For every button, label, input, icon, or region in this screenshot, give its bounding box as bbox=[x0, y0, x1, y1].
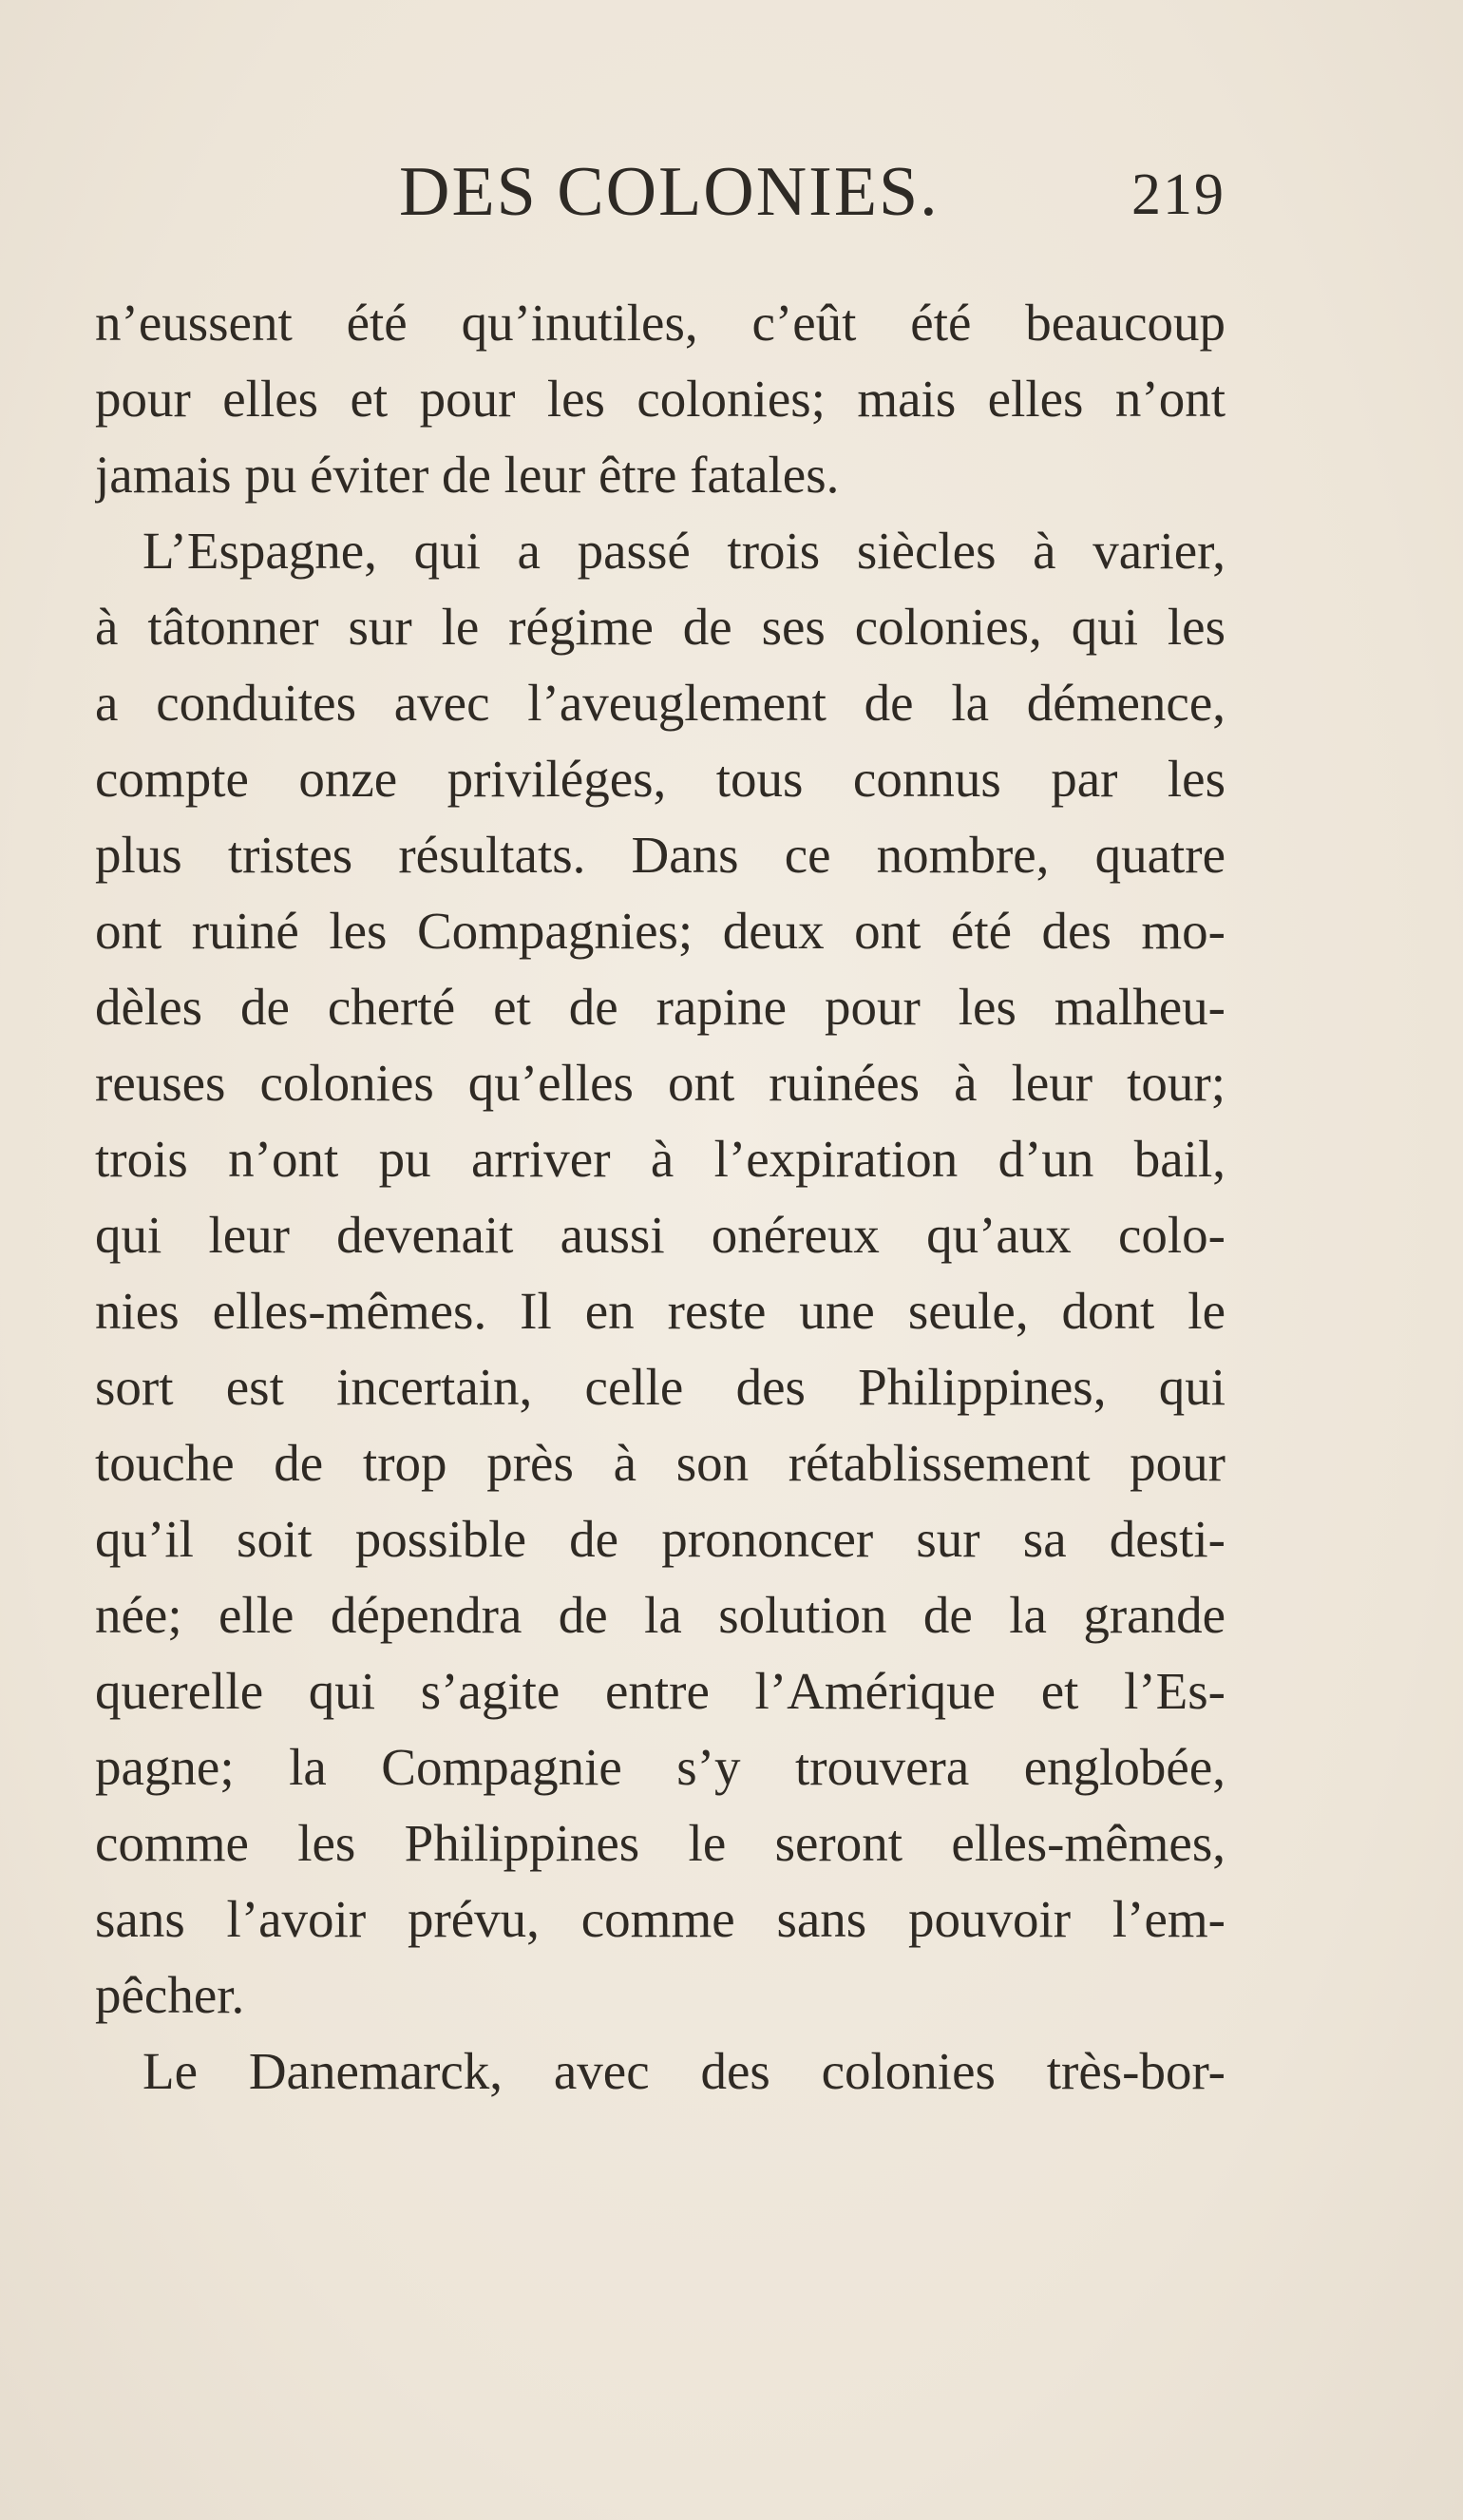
text-line: nies elles-mêmes. Il en reste une seule, dont le bbox=[95, 1282, 1226, 1340]
text-line: ont ruiné les Compagnies; deux ont été des mo- bbox=[95, 902, 1226, 960]
text-line: querelle qui s’agite entre l’Amérique et l’Es- bbox=[95, 1662, 1226, 1720]
running-head: DES COLONIES. bbox=[399, 153, 940, 231]
text-line: qui leur devenait aussi onéreux qu’aux colo- bbox=[95, 1206, 1226, 1264]
text-line: reuses colonies qu’elles ont ruinées à leur tour; bbox=[95, 1054, 1226, 1112]
text-line: pour elles et pour les colonies; mais elles n’ont bbox=[95, 370, 1226, 428]
text-line: trois n’ont pu arriver à l’expiration d’un bail, bbox=[95, 1130, 1226, 1188]
page-header bbox=[95, 152, 1226, 238]
text-line: sort est incertain, celle des Philippines, qui bbox=[95, 1358, 1226, 1416]
text-line: qu’il soit possible de prononcer sur sa desti- bbox=[95, 1510, 1226, 1568]
text-line: pêcher. bbox=[95, 1966, 245, 2024]
text-line: compte onze priviléges, tous connus par les bbox=[95, 750, 1226, 808]
text-line: dèles de cherté et de rapine pour les malheu- bbox=[95, 978, 1226, 1036]
text-line: née; elle dépendra de la solution de la grande bbox=[95, 1586, 1226, 1644]
text-line: touche de trop près à son rétablissement pour bbox=[95, 1434, 1226, 1492]
body-text bbox=[95, 285, 1226, 2110]
paragraph-start-line: L’Espagne, qui a passé trois siècles à varier, bbox=[142, 522, 1226, 580]
text-line: comme les Philippines le seront elles-mêmes, bbox=[95, 1814, 1226, 1872]
text-line: jamais pu éviter de leur être fatales. bbox=[95, 446, 840, 504]
text-line: n’eussent été qu’inutiles, c’eût été beaucoup bbox=[95, 294, 1226, 352]
paragraph-start-line: Le Danemarck, avec des colonies très-bor- bbox=[142, 2042, 1226, 2100]
text-line: a conduites avec l’aveuglement de la démence, bbox=[95, 674, 1226, 732]
page-number: 219 bbox=[1131, 162, 1226, 227]
text-line: pagne; la Compagnie s’y trouvera englobée, bbox=[95, 1738, 1226, 1796]
text-line: à tâtonner sur le régime de ses colonies, qui les bbox=[95, 598, 1226, 656]
text-line: sans l’avoir prévu, comme sans pouvoir l’em- bbox=[95, 1890, 1226, 1948]
text-line: plus tristes résultats. Dans ce nombre, quatre bbox=[95, 826, 1226, 884]
